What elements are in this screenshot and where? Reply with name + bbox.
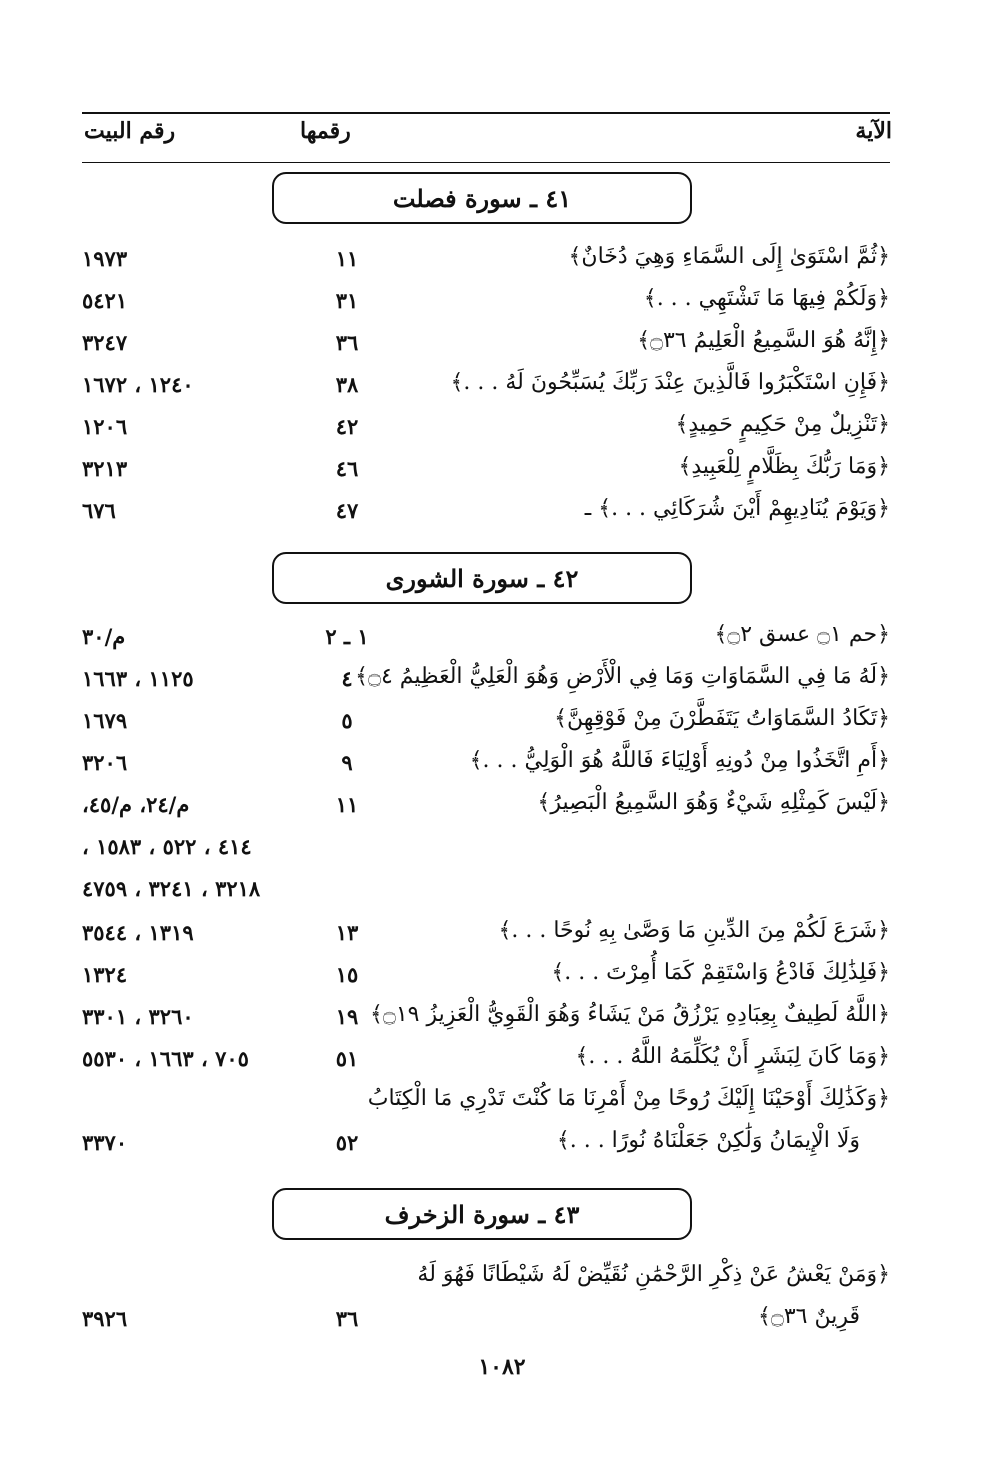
verse-text: ﴿وَلَكُمْ فِيهَا مَا تَشْتَهِي . . .﴾ xyxy=(643,286,890,311)
verse-number: ٤٦ xyxy=(335,456,359,481)
bayt-number: م/٢٤، م/٤٥، xyxy=(82,792,190,817)
verse-number: ١ ـ ٢ xyxy=(325,624,369,649)
table-row xyxy=(82,1044,890,1080)
table-row xyxy=(82,454,890,490)
verse-text: ﴿ثُمَّ اسْتَوَىٰ إِلَى السَّمَاءِ وَهِيَ دُخَانٌ﴾ xyxy=(568,244,890,269)
verse-text: ﴿وَيَوْمَ يُنَادِيهِمْ أَيْنَ شُرَكَائِي . . .﴾ ـ xyxy=(584,496,890,521)
verse-text: ﴿لَيْسَ كَمِثْلِهِ شَيْءٌ وَهُوَ السَّمِيعُ الْبَصِيرُ﴾ xyxy=(537,790,890,815)
verse-text: ﴿تَكَادُ السَّمَاوَاتُ يَتَفَطَّرْنَ مِنْ فَوْقِهِنَّ﴾ xyxy=(554,706,890,731)
verse-number: ١١ xyxy=(335,792,359,817)
header-bayt-label: رقم البيت xyxy=(84,118,176,144)
surah-heading-ash-shura: ٤٢ ـ سورة الشورى xyxy=(272,552,692,604)
top-rule xyxy=(82,112,890,114)
verse-number: ٣١ xyxy=(335,288,359,313)
verse-text: ﴿اللَّهُ لَطِيفٌ بِعِبَادِهِ يَرْزُقُ مَنْ يَشَاءُ وَهُوَ الْقَوِيُّ الْعَزِيزُ ۝١٩﴾ xyxy=(370,1002,890,1027)
verse-number: ١٩ xyxy=(335,1004,359,1029)
table-row xyxy=(82,286,890,322)
verse-number: ٣٦ xyxy=(335,330,359,355)
header-verse-label: الآية xyxy=(855,118,892,144)
bayt-number: ٥٤٢١ xyxy=(82,288,128,313)
verse-text: ﴿وَمَنْ يَعْشُ عَنْ ذِكْرِ الرَّحْمَٰنِ نُقَيِّضْ لَهُ شَيْطَانًا فَهُوَ لَهُ xyxy=(417,1262,890,1287)
bayt-number: ١٩٧٣ xyxy=(82,246,128,271)
bayt-number: ٣٩٢٦ xyxy=(82,1306,128,1331)
verse-text-continuation: وَلَا الْإِيمَانُ وَلَٰكِنْ جَعَلْنَاهُ نُورًا . . .﴾ xyxy=(556,1128,860,1153)
bayt-number: ١٢٤٠ ، ١٦٧٢ xyxy=(82,372,194,397)
verse-text: ﴿شَرَعَ لَكُمْ مِنَ الدِّينِ مَا وَصَّىٰ بِهِ نُوحًا . . .﴾ xyxy=(498,918,890,943)
bayt-number: ٣٢١٣ xyxy=(82,456,128,481)
table-row xyxy=(82,664,890,700)
table-row xyxy=(82,496,890,532)
verse-text: ﴿إِنَّهُ هُوَ السَّمِيعُ الْعَلِيمُ ۝٣٦﴾ xyxy=(637,328,890,353)
table-row xyxy=(82,328,890,364)
page-number: ١٠٨٢ xyxy=(478,1354,526,1380)
verse-text: ﴿أَمِ اتَّخَذُوا مِنْ دُونِهِ أَوْلِيَاءَ فَاللَّهُ هُوَ الْوَلِيُّ . . .﴾ xyxy=(469,748,890,773)
verse-text-continuation: قَرِينٌ ۝٣٦﴾ xyxy=(758,1304,860,1329)
bayt-number: ٦٧٦ xyxy=(82,498,116,523)
bayt-number: ١٣١٩ ، ٣٥٤٤ xyxy=(82,920,194,945)
table-row xyxy=(82,1128,890,1164)
verse-text: ﴿فَإِنِ اسْتَكْبَرُوا فَالَّذِينَ عِنْدَ رَبِّكَ يُسَبِّحُونَ لَهُ . . .﴾ xyxy=(450,370,890,395)
bayt-number: ٣٢٤٧ xyxy=(82,330,128,355)
verse-number: ٤ xyxy=(341,666,353,691)
table-row xyxy=(82,706,890,742)
table-row xyxy=(82,748,890,784)
bayt-number: ٣٢٠٦ xyxy=(82,750,128,775)
surah-heading-az-zukhruf: ٤٣ ـ سورة الزخرف xyxy=(272,1188,692,1240)
verse-text: ﴿وَمَا كَانَ لِبَشَرٍ أَنْ يُكَلِّمَهُ اللَّهُ . . .﴾ xyxy=(575,1044,890,1069)
table-row xyxy=(82,790,890,826)
verse-number: ٥ xyxy=(341,708,353,733)
verse-text: ﴿تَنْزِيلٌ مِنْ حَكِيمٍ حَمِيدٍ﴾ xyxy=(675,412,890,437)
table-row xyxy=(82,960,890,996)
bayt-number: ٣٢٦٠ ، ٣٣٠١ xyxy=(82,1004,194,1029)
verse-number: ٥١ xyxy=(335,1046,359,1071)
verse-text: ﴿وَكَذَٰلِكَ أَوْحَيْنَا إِلَيْكَ رُوحًا مِنْ أَمْرِنَا مَا كُنْتَ تَدْرِي مَا الْكِتَابُ xyxy=(367,1086,890,1111)
bayt-number: ١٣٢٤ xyxy=(82,962,128,987)
table-row xyxy=(82,1262,890,1298)
table-row xyxy=(82,622,890,658)
verse-number: ٣٦ xyxy=(335,1306,359,1331)
verse-text: ﴿حم ۝١ عسق ۝٢﴾ xyxy=(714,622,890,647)
table-row xyxy=(82,832,890,868)
verse-number: ٤٧ xyxy=(335,498,359,523)
verse-number: ١٣ xyxy=(335,920,359,945)
surah-heading-fussilat: ٤١ ـ سورة فصلت xyxy=(272,172,692,224)
header-number-label: رقمها xyxy=(300,118,351,144)
table-row xyxy=(82,1002,890,1038)
verse-text: ﴿فَلِذَٰلِكَ فَادْعُ وَاسْتَقِمْ كَمَا أُمِرْتَ . . .﴾ xyxy=(551,960,890,985)
verse-number: ٥٢ xyxy=(335,1130,359,1155)
table-row xyxy=(82,412,890,448)
bayt-number: ١١٢٥ ، ١٦٦٣ xyxy=(82,666,194,691)
bayt-number: ١٦٧٩ xyxy=(82,708,128,733)
verse-number: ٤٢ xyxy=(335,414,359,439)
verse-number: ٩ xyxy=(341,750,353,775)
table-row xyxy=(82,370,890,406)
verse-text: ﴿لَهُ مَا فِي السَّمَاوَاتِ وَمَا فِي الْأَرْضِ وَهُوَ الْعَلِيُّ الْعَظِيمُ ۝٤﴾ xyxy=(355,664,890,689)
verse-number: ١٥ xyxy=(335,962,359,987)
header-rule xyxy=(82,162,890,163)
verse-number: ١١ xyxy=(335,246,359,271)
table-row xyxy=(82,918,890,954)
bayt-number: ٧٠٥ ، ١٦٦٣ ، ٥٥٣٠ xyxy=(82,1046,249,1071)
bayt-number: ١٢٠٦ xyxy=(82,414,128,439)
verse-text: ﴿وَمَا رَبُّكَ بِظَلَّامٍ لِلْعَبِيدِ﴾ xyxy=(678,454,890,479)
bayt-number: ٣٢١٨ ، ٣٢٤١ ، ٤٧٥٩ xyxy=(82,876,261,901)
verse-number: ٣٨ xyxy=(335,372,359,397)
bayt-number: ٣٣٧٠ xyxy=(82,1130,128,1155)
table-row xyxy=(82,244,890,280)
bayt-number: ٤١٤ ، ٥٢٢ ، ١٥٨٣ ، xyxy=(82,834,252,859)
table-row xyxy=(82,1304,890,1340)
bayt-number: م/٣٠ xyxy=(82,624,126,649)
table-row xyxy=(82,874,890,910)
table-row xyxy=(82,1086,890,1122)
